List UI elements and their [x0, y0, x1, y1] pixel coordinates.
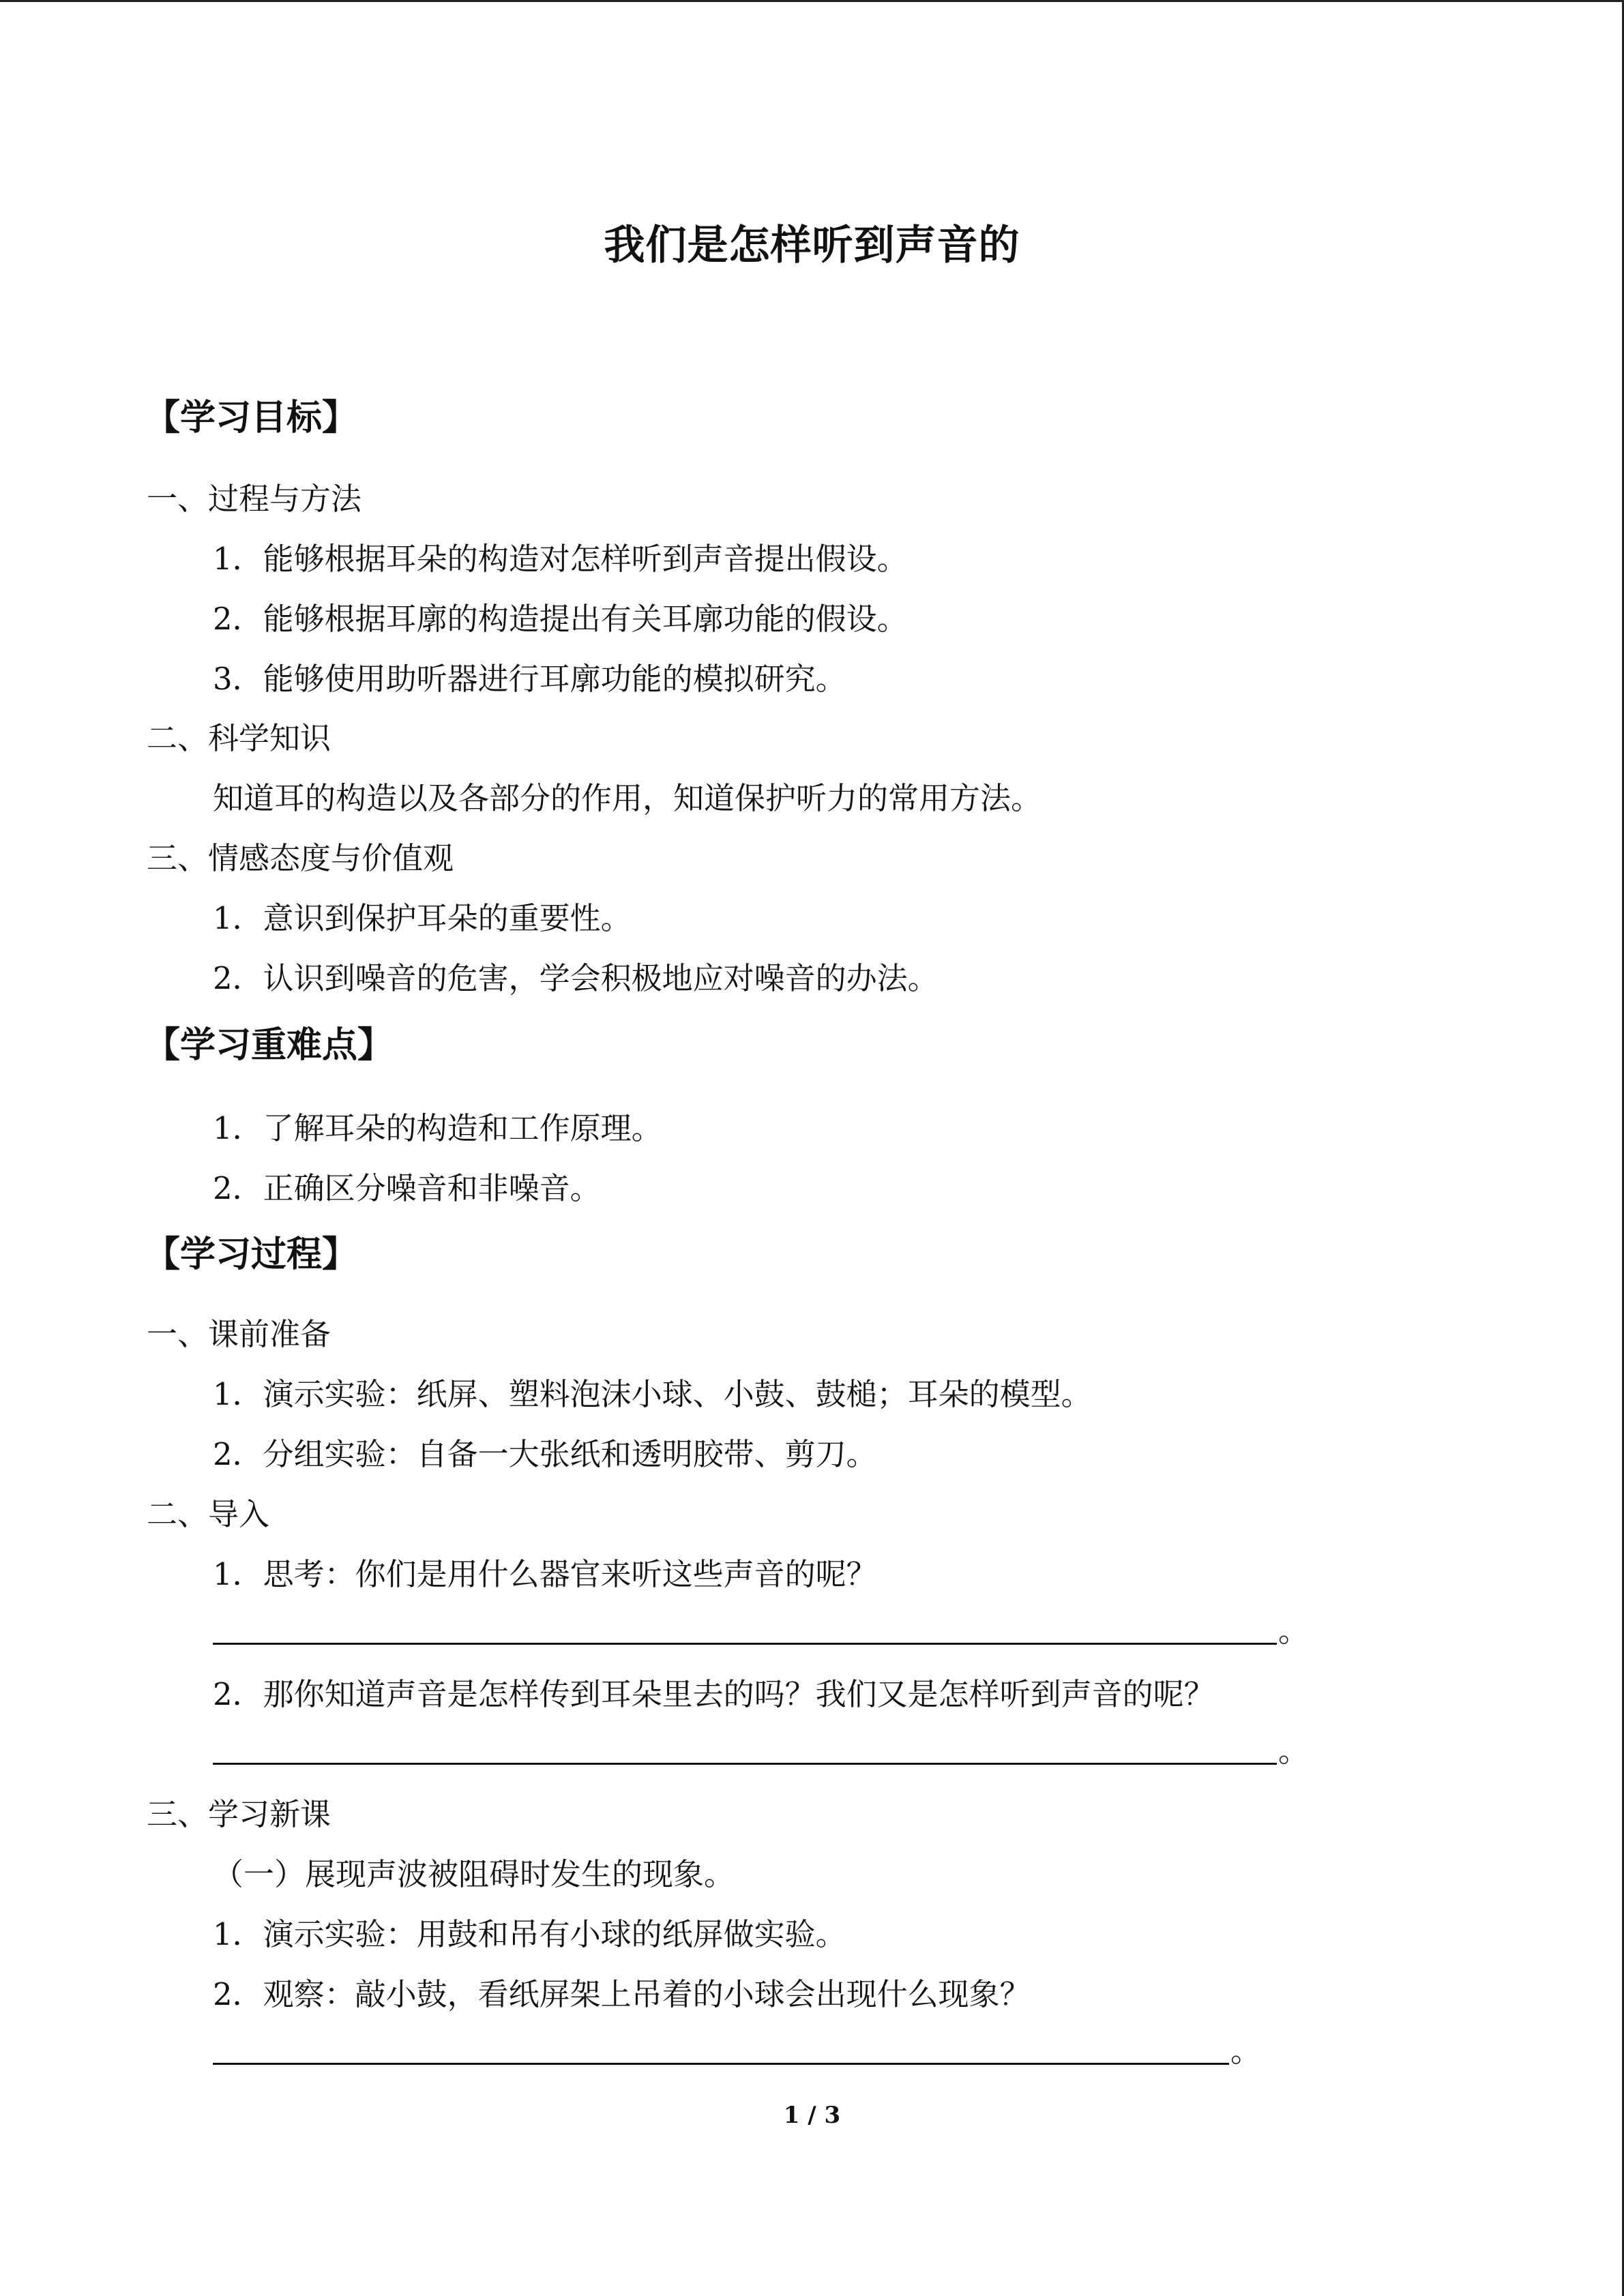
document-title: 我们是怎样听到声音的 — [604, 222, 1020, 269]
answer-blank[interactable] — [213, 1729, 1310, 1770]
process-part-2-question: 1．思考：你们是用什么器官来听这些声音的呢？ — [213, 1556, 877, 1592]
process-part-2-question: 2．那你知道声音是怎样传到耳朵里去的吗？我们又是怎样听到声音的呢？ — [213, 1676, 1215, 1712]
goals-part-3-heading: 三、情感态度与价值观 — [147, 840, 454, 876]
answer-blank[interactable] — [213, 1609, 1310, 1650]
process-part-3-item: 1．演示实验：用鼓和吊有小球的纸屏做实验。 — [213, 1916, 846, 1952]
answer-blank[interactable] — [213, 2029, 1262, 2070]
process-part-1-item: 1．演示实验：纸屏、塑料泡沫小球、小鼓、鼓槌；耳朵的模型。 — [213, 1376, 1092, 1412]
page-number: 1 / 3 — [783, 2102, 841, 2129]
process-part-3-heading: 三、学习新课 — [147, 1796, 331, 1832]
process-part-1-item: 2．分组实验：自备一大张纸和透明胶带、剪刀。 — [213, 1436, 877, 1472]
process-part-1-heading: 一、课前准备 — [147, 1316, 331, 1352]
answer-blank-line — [213, 2063, 1229, 2065]
goals-part-1-heading: 一、过程与方法 — [147, 481, 362, 517]
key-point-item: 2．正确区分噪音和非噪音。 — [213, 1170, 601, 1206]
goals-part-1-item: 3．能够使用助听器进行耳廓功能的模拟研究。 — [213, 661, 846, 697]
section-heading-process: 【学习过程】 — [145, 1234, 358, 1275]
goals-part-3-item: 2．认识到噪音的危害，学会积极地应对噪音的办法。 — [213, 960, 939, 996]
goals-part-1-item: 2．能够根据耳廓的构造提出有关耳廓功能的假设。 — [213, 601, 908, 637]
answer-blank-line — [213, 1763, 1277, 1765]
process-part-2-heading: 二、导入 — [147, 1496, 270, 1532]
answer-blank-line — [213, 1643, 1277, 1645]
answer-blank-period: 。 — [1278, 1733, 1310, 1769]
process-part-3-subheading: （一）展现声波被阻碍时发生的现象。 — [213, 1856, 735, 1892]
section-heading-goals: 【学习目标】 — [145, 398, 358, 438]
goals-part-2-heading: 二、科学知识 — [147, 720, 331, 756]
answer-blank-period: 。 — [1230, 2033, 1262, 2069]
answer-blank-period: 。 — [1278, 1613, 1310, 1649]
section-heading-key-points: 【学习重难点】 — [145, 1025, 394, 1066]
process-part-3-item: 2．观察：敲小鼓，看纸屏架上吊着的小球会出现什么现象？ — [213, 1976, 1031, 2012]
goals-part-1-item: 1．能够根据耳朵的构造对怎样听到声音提出假设。 — [213, 541, 908, 577]
goals-part-3-item: 1．意识到保护耳朵的重要性。 — [213, 900, 632, 936]
goals-part-2-text: 知道耳的构造以及各部分的作用，知道保护听力的常用方法。 — [213, 780, 1042, 816]
key-point-item: 1．了解耳朵的构造和工作原理。 — [213, 1110, 662, 1146]
